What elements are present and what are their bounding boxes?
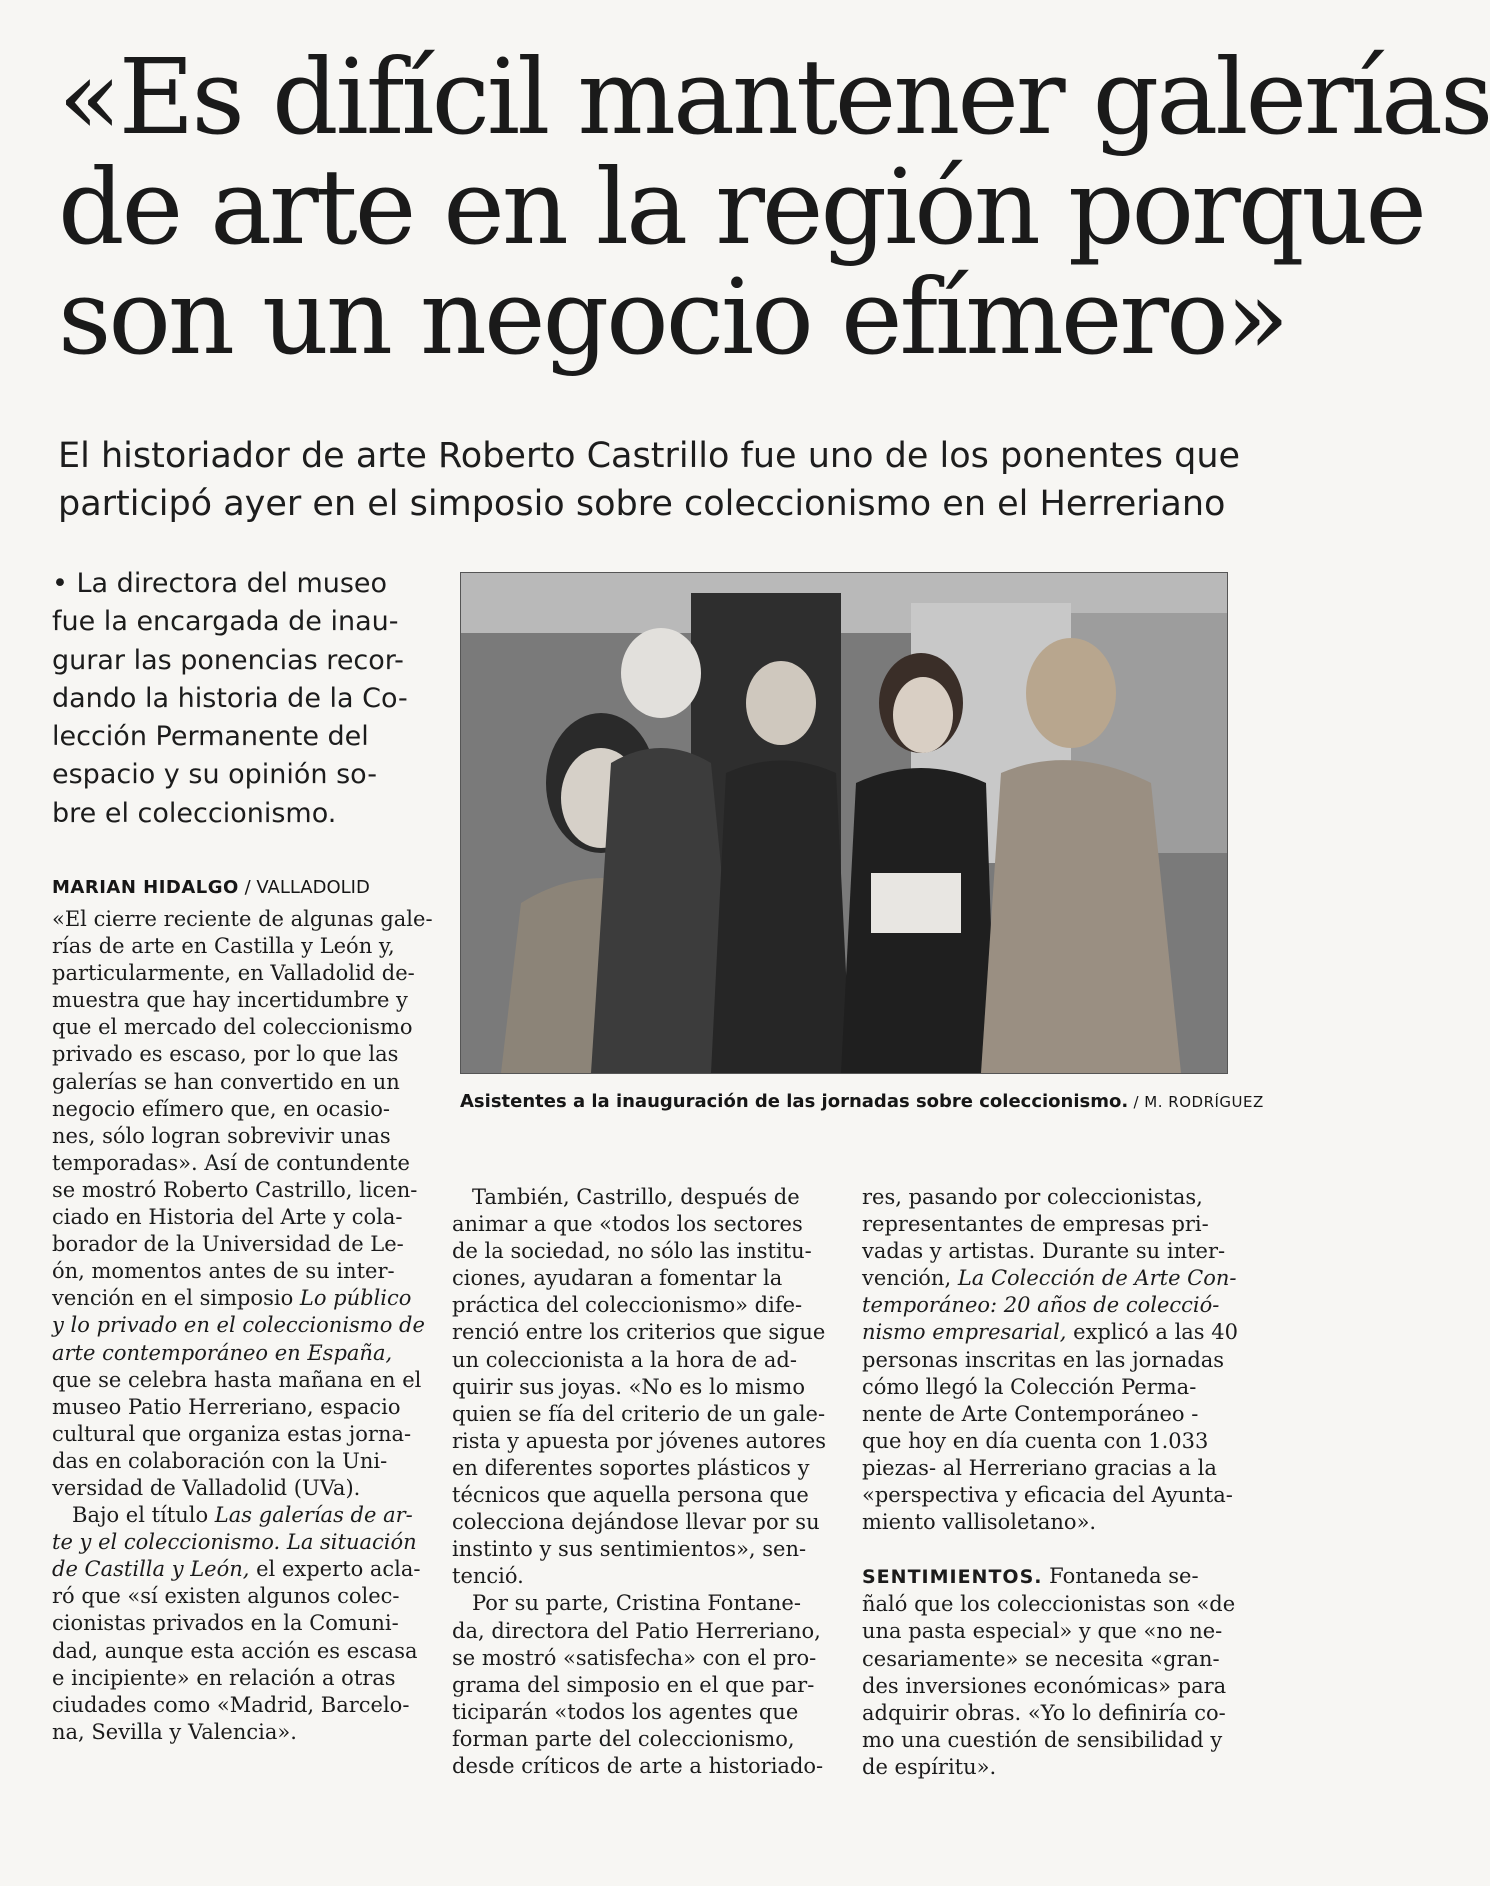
body-line: en diferentes soportes plásticos y: [452, 1455, 810, 1480]
summary-line: gurar las ponencias recor-: [52, 644, 404, 676]
body-line: arte contemporáneo en España,: [52, 1340, 393, 1365]
body-line: práctica del coleccionismo» dife-: [452, 1293, 803, 1318]
body-line: quien se fía del criterio de un gale-: [452, 1401, 826, 1426]
body-line: particularmente, en Valladolid de-: [52, 961, 415, 986]
body-line: nente de Arte Contemporáneo -: [862, 1401, 1199, 1426]
body-line: rista y apuesta por jóvenes autores: [452, 1428, 827, 1453]
summary-line: espacio y su opinión so-: [52, 759, 377, 791]
body-italic: de Castilla y León,: [52, 1557, 250, 1582]
body-line: «perspectiva y eficacia del Ayunta-: [862, 1483, 1233, 1508]
summary-line: bre el coleccionismo.: [52, 797, 337, 829]
body-line: «El cierre reciente de algunas gale-: [52, 907, 433, 931]
body-line: negocio efímero que, en ocasio-: [52, 1096, 390, 1121]
body-line: muestra que hay incertidumbre y: [52, 988, 408, 1013]
subheadline-line: participó ayer en el simposio sobre coleccionismo en el Herreriano: [58, 484, 1226, 524]
body-italic: La Colección de Arte Con-: [957, 1266, 1237, 1291]
body-line: renció entre los criterios que sigue: [452, 1320, 826, 1345]
body-line: ón, momentos antes de su inter-: [52, 1259, 395, 1284]
headline-line: son un negocio efímero»: [58, 256, 1287, 378]
body-line: ciones, ayudaran a fomentar la: [452, 1266, 783, 1291]
body-line: na, Sevilla y Valencia».: [52, 1719, 297, 1744]
subheadline-line: El historiador de arte Roberto Castrillo fue uno de los ponentes que: [58, 436, 1241, 476]
news-photo: [460, 572, 1228, 1074]
body-line: desde críticos de arte a historiado-: [452, 1753, 824, 1778]
body-line: [52, 1502, 424, 1529]
body-line: técnicos que aquella persona que: [452, 1483, 809, 1508]
body-line: una pasta especial» y que «no ne-: [862, 1619, 1223, 1644]
body-text: el experto acla-: [249, 1557, 421, 1582]
body-line: temporadas». Así de contundente: [52, 1150, 410, 1175]
body-line: ñaló que los coleccionistas son «de: [862, 1592, 1236, 1617]
body-line: cultural que organiza estas jorna-: [52, 1421, 412, 1446]
summary-line: dando la historia de la Co-: [52, 682, 408, 714]
body-line: [52, 1556, 424, 1583]
body-line: se mostró Roberto Castrillo, licen-: [52, 1177, 418, 1202]
body-italic: Las galerías de ar-: [214, 1503, 413, 1528]
body-line: ciudades como «Madrid, Barcelo-: [52, 1692, 410, 1717]
body-line: se mostró «satisfecha» con el pro-: [452, 1645, 817, 1670]
caption-text: Asistentes a la inauguración de las jornadas sobre coleccionismo.: [460, 1091, 1129, 1112]
body-line: [52, 1285, 424, 1312]
body-line: personas inscritas en las jornadas: [862, 1347, 1225, 1372]
body-line: animar a que «todos los sectores: [452, 1212, 803, 1237]
summary-line: lección Permanente del: [52, 721, 369, 753]
body-line: y lo privado en el coleccionismo de: [52, 1313, 425, 1338]
body-line: [862, 1265, 1240, 1292]
byline-location: / VALLADOLID: [238, 877, 370, 898]
photo-illustration: [461, 573, 1227, 1073]
body-line: das en colaboración con la Uni-: [52, 1448, 388, 1473]
photo-caption: [460, 1090, 1264, 1114]
summary-line: fue la encargada de inau-: [52, 606, 399, 638]
headline-line: de arte en la región porque: [58, 146, 1424, 268]
photo-credit: / M. RODRÍGUEZ: [1128, 1093, 1264, 1111]
body-line: privado es escaso, por lo que las: [52, 1042, 399, 1067]
body-line: grama del simposio en el que par-: [452, 1672, 815, 1697]
body-line: temporáneo: 20 años de colecció-: [862, 1293, 1220, 1318]
body-line: representantes de empresas pri-: [862, 1212, 1209, 1237]
summary-line: • La directora del museo: [52, 568, 388, 599]
body-line: cesariamente» se necesita «gran-: [862, 1646, 1220, 1671]
body-line: des inversiones económicas» para: [862, 1673, 1227, 1698]
body-line: un coleccionista a la hora de ad-: [452, 1347, 797, 1372]
body-line: ciado en Historia del Arte y cola-: [52, 1205, 403, 1230]
body-line: res, pasando por coleccionistas,: [862, 1185, 1203, 1209]
spacer: [862, 1536, 1240, 1563]
section-heading: SENTIMIENTOS.: [862, 1566, 1043, 1589]
body-line: forman parte del coleccionismo,: [452, 1726, 795, 1751]
body-line: También, Castrillo, después de: [452, 1185, 800, 1209]
body-italic: Lo público: [299, 1286, 412, 1311]
article-column-3: [862, 1184, 1240, 1781]
body-line: quirir sus joyas. «No es lo mismo: [452, 1374, 805, 1399]
body-line: adquirir obras. «Yo lo definiría co-: [862, 1700, 1226, 1725]
body-line: de espíritu».: [862, 1754, 997, 1779]
body-text: Bajo el título: [52, 1503, 215, 1528]
body-line: piezas- al Herreriano gracias a la: [862, 1455, 1217, 1480]
byline-author: MARIAN HIDALGO: [52, 877, 239, 898]
body-line: ticiparán «todos los agentes que: [452, 1699, 799, 1724]
body-line: e incipiente» en relación a otras: [52, 1665, 396, 1690]
body-line: te y el coleccionismo. La situación: [52, 1530, 417, 1555]
headline-line: «Es difícil mantener galerías: [58, 36, 1490, 158]
body-line: Por su parte, Cristina Fontane-: [452, 1591, 801, 1616]
body-line: que hoy en día cuenta con 1.033: [862, 1428, 1209, 1453]
body-line: museo Patio Herreriano, espacio: [52, 1394, 401, 1419]
body-line: ró que «sí existen algunos colec-: [52, 1584, 400, 1609]
body-line: borador de la Universidad de Le-: [52, 1232, 404, 1257]
body-line: instinto y sus sentimientos», sen-: [452, 1537, 807, 1562]
body-line: versidad de Valladolid (UVa).: [52, 1475, 361, 1500]
body-italic: nismo empresarial,: [862, 1320, 1067, 1345]
headline: [58, 36, 1490, 378]
body-line: que se celebra hasta mañana en el: [52, 1367, 422, 1392]
body-line: tenció.: [452, 1564, 524, 1589]
body-line: cómo llegó la Colección Perma-: [862, 1374, 1197, 1399]
body-line: galerías se han convertido en un: [52, 1069, 400, 1094]
body-text: explicó a las 40: [1066, 1320, 1238, 1345]
body-line: mo una cuestión de sensibilidad y: [862, 1727, 1223, 1752]
body-line: que el mercado del coleccionismo: [52, 1015, 413, 1040]
body-line: dad, aunque esta acción es escasa: [52, 1638, 418, 1663]
body-line: rías de arte en Castilla y León y,: [52, 934, 395, 959]
body-line: nes, sólo logran sobrevivir unas: [52, 1123, 391, 1148]
body-text: vención en el simposio: [52, 1286, 300, 1311]
article-column-1: [52, 906, 433, 1746]
body-line: miento vallisoletano».: [862, 1510, 1097, 1535]
summary-box: [52, 565, 412, 833]
body-line: de la sociedad, no sólo las institu-: [452, 1239, 812, 1264]
body-line: [862, 1319, 1240, 1346]
body-line: da, directora del Patio Herreriano,: [452, 1618, 821, 1643]
section-heading-line: [862, 1563, 1240, 1591]
article-column-2: [452, 1184, 826, 1780]
body-line: vadas y artistas. Durante su inter-: [862, 1239, 1226, 1264]
body-line: colecciona dejándose llevar por su: [452, 1510, 820, 1535]
subheadline: [58, 432, 1248, 528]
body-line: cionistas privados en la Comuni-: [52, 1611, 399, 1636]
byline: [52, 876, 370, 900]
body-text: vención,: [862, 1266, 958, 1291]
body-text: Fontaneda se-: [1042, 1564, 1199, 1589]
